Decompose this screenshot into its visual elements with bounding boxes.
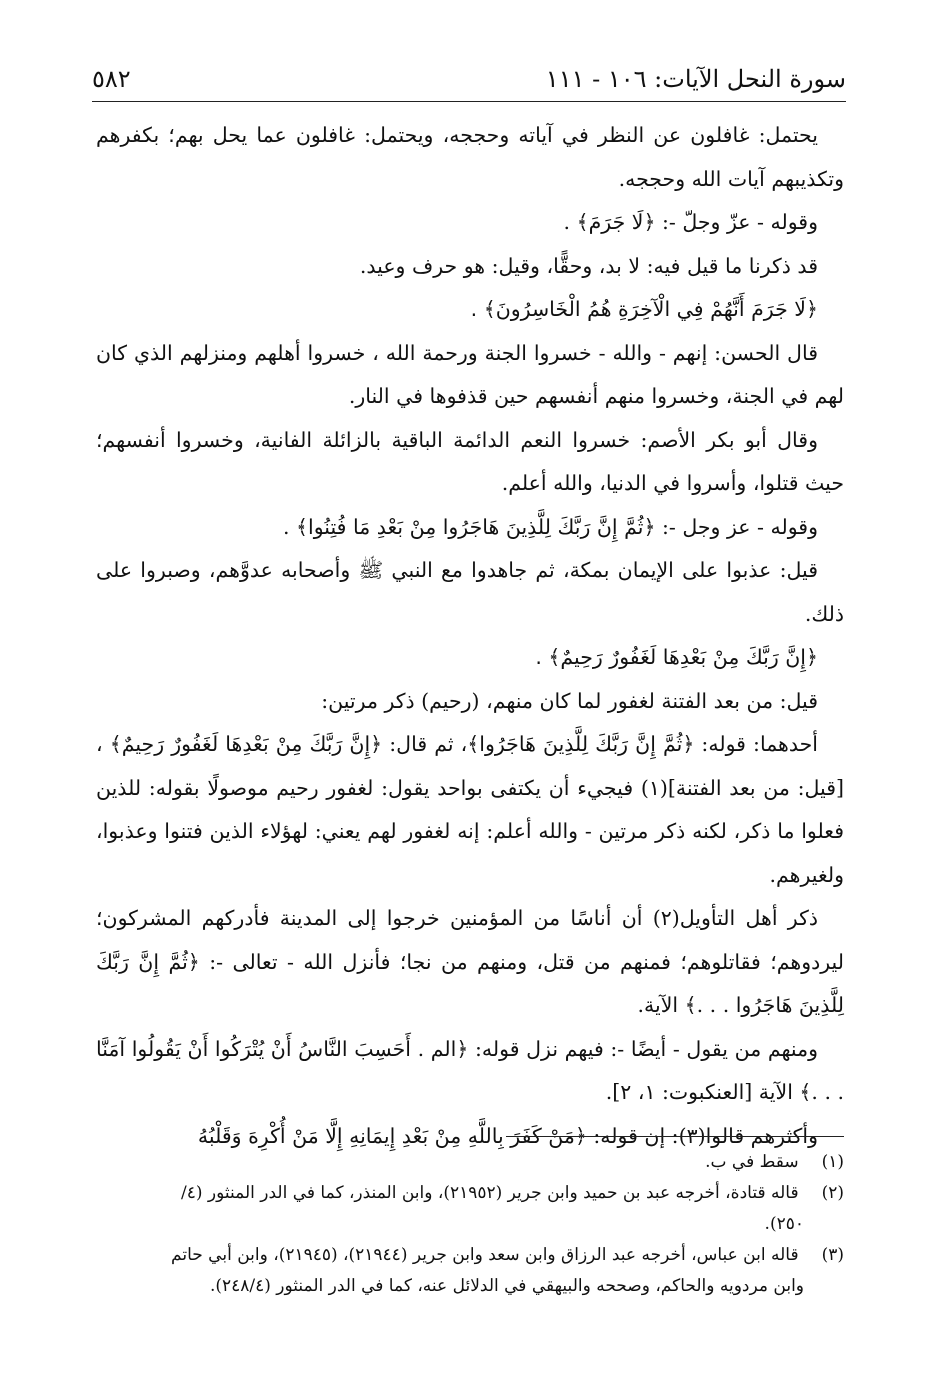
page-number: ٥٨٢ [92, 65, 131, 93]
paragraph: يحتمل: غافلون عن النظر في آياته وحججه، ويحتمل: غافلون عما يحل بهم؛ بكفرهم وتكذيبهم آيات الله وحججه. [96, 123, 844, 191]
footnote-number: (١) [821, 1152, 844, 1172]
footnote [96, 1179, 844, 1208]
paragraph: أحدهما: قوله: ﴿ثُمَّ إِنَّ رَبَّكَ لِلَّذِينَ هَاجَرُوا﴾، ثم قال: ﴿إِنَّ رَبَّكَ مِنْ بَعْدِهَا لَغَفُورٌ رَحِيمٌ﴾ ، [قيل: من بعد الفتنة](١) فيجيء أن يكتفى بواحد يقول: لغفور رحيم موصولًا بقوله: للذين فعلوا ما ذكر، لكنه ذكر مرتين - والله أعلم: إنه لغفور لهم يعني: لهؤلاء الذين فتنوا وعذبوا، ولغيرهم. [96, 732, 844, 887]
paragraph: ذكر أهل التأويل(٢) أن أناسًا من المؤمنين خرجوا إلى المدينة فأدركهم المشركون؛ ليردوهم؛ فقاتلوهم؛ فمنهم من قتل، ومنهم من نجا؛ فأنزل الله - تعالى -: ﴿ثُمَّ إِنَّ رَبَّكَ لِلَّذِينَ هَاجَرُوا . . .﴾ الآية. [96, 906, 844, 1017]
paragraph: قد ذكرنا ما قيل فيه: لا بد، وحقًّا، وقيل: هو حرف وعيد. [359, 253, 818, 278]
footnote-text: قاله قتادة، أخرجه عبد بن حميد وابن جرير (٢١٩٥٢)، وابن المنذر، كما في الدر المنثور (٤/ [181, 1183, 799, 1203]
paragraph: قيل: من بعد الفتنة لغفور لما كان منهم، (رحيم) ذكر مرتين: [321, 688, 818, 713]
paragraph: ومنهم من يقول - أيضًا -: فيهم نزل قوله: ﴿الم . أَحَسِبَ النَّاسُ أَنْ يُتْرَكُوا أَنْ يَقُولُوا آمَنَّا . . .﴾ الآية [العنكبوت: ١، ٢]. [96, 1036, 844, 1104]
footnote-number: (٣) [821, 1245, 844, 1265]
paragraph: وأكثرهم قالوا(٣): إن قوله: ﴿مَنْ كَفَرَ بِاللَّهِ مِنْ بَعْدِ إِيمَانِهِ إِلَّا مَنْ أُكْرِهَ وَقَلْبُهُ [197, 1123, 818, 1148]
main-text [96, 114, 844, 1158]
footnote-text: قاله ابن عباس، أخرجه عبد الرزاق وابن سعد وابن جرير (٢١٩٤٤)، (٢١٩٤٥)، وابن أبي حاتم [171, 1245, 799, 1265]
quran-verse: ﴿إِنَّ رَبَّكَ مِنْ بَعْدِهَا لَغَفُورٌ رَحِيمٌ﴾ . [535, 645, 818, 669]
footnote-divider [506, 1136, 844, 1137]
paragraph: وقوله - عزّ وجلّ -: ﴿لَا جَرَمَ﴾ . [563, 210, 818, 234]
footnote-number: (٢) [821, 1183, 844, 1203]
footnote-continuation: ٢٥٠). [764, 1214, 804, 1234]
quran-verse: ﴿لَا جَرَمَ أَنَّهُمْ فِي الْآخِرَةِ هُمُ الْخَاسِرُونَ﴾ . [470, 297, 818, 321]
footnote [96, 1241, 844, 1270]
footnote-text: سقط في ب. [705, 1152, 799, 1172]
footnote-continuation: وابن مردويه والحاكم، وصححه والبيهقي في الدلائل عنه، كما في الدر المنثور (٢٤٨/٤). [209, 1276, 804, 1296]
paragraph: وقوله - عز وجل -: ﴿ثُمَّ إِنَّ رَبَّكَ لِلَّذِينَ هَاجَرُوا مِنْ بَعْدِ مَا فُتِنُوا﴾ . [282, 514, 818, 539]
paragraph: قيل: عذبوا على الإيمان بمكة، ثم جاهدوا مع النبي ﷺ وأصحابه عدوَّهم، وصبروا على ذلك. [96, 558, 844, 626]
footnote [96, 1148, 844, 1177]
header-divider [92, 101, 846, 102]
paragraph: وقال أبو بكر الأصم: خسروا النعم الدائمة الباقية بالزائلة الفانية، وخسروا أنفسهم؛ حيث قتلوا، وأسروا في الدنيا، والله أعلم. [96, 427, 844, 495]
running-header [92, 58, 846, 100]
paragraph: قال الحسن: إنهم - والله - خسروا الجنة ورحمة الله ، خسروا أهلهم ومنزلهم الذي كان لهم في الجنة، وخسروا منهم أنفسهم حين قذفوها في النار. [96, 340, 844, 408]
running-title: سورة النحل الآيات: ١٠٦ - ١١١ [545, 65, 846, 93]
footnotes [96, 1148, 844, 1303]
